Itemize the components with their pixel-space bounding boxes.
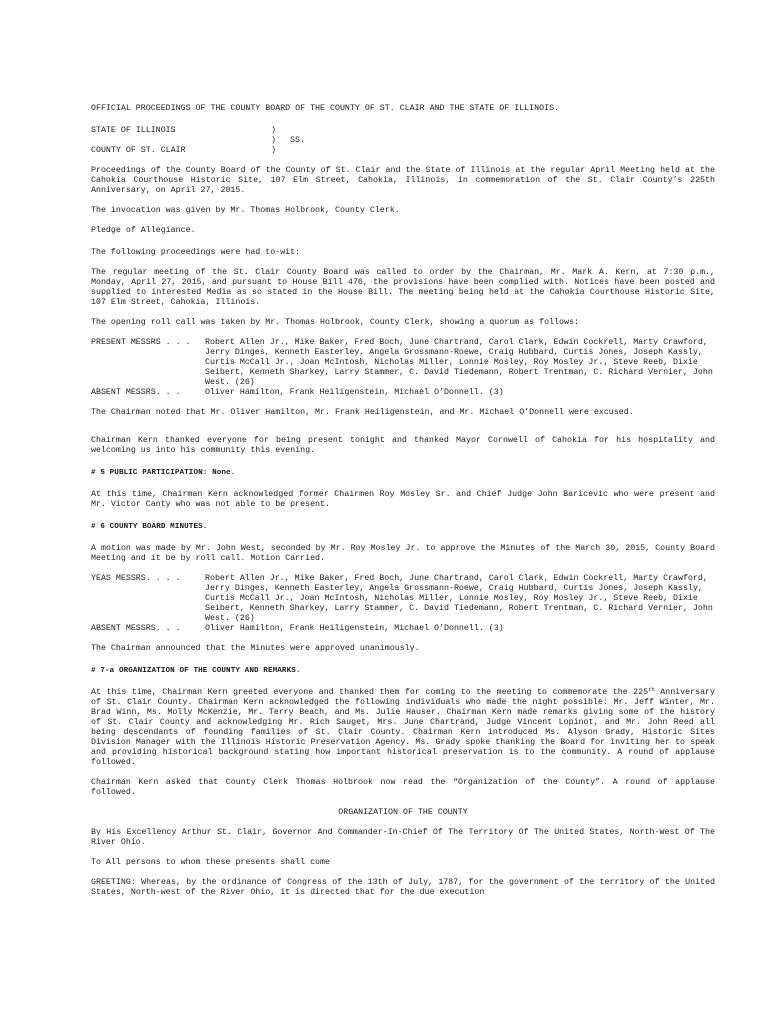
intro-paragraph: Proceedings of the County Board of the County of St. Clair and the State of Illinois at the regular April Meeting held at the Cahokia Courthouse Historic Site, 107 Elm Street, Cahokia, Illinois, in commemoration of the St. Clair County’s 225th Anniversary, on April 27, 2015.: [91, 166, 715, 195]
present-label: PRESENT MESSRS . . .: [91, 338, 191, 347]
call-to-order-paragraph: The regular meeting of the St. Clair County Board was called to order by the Chairman, Mr. Mark A. Kern, at 7:30 p.m., Monday, April 27, 2015, and pursuant to House Bill 476, the provisions have been complied with. Notices have been posted and supplied to interested Media as so stated in the House Bill. The meeting being held at the Cahokia Courthouse Historic Site, 107 Elm Street, Cahokia, Illinois.: [91, 268, 715, 307]
pledge-text: Pledge of Allegiance.: [91, 226, 196, 235]
venue-paren-1: ): [271, 126, 276, 135]
minutes-motion: A motion was made by Mr. John West, seconded by Mr. Roy Mosley Jr. to approve the Minutes of the March 30, 2015, County Board Meeting and it be by roll call. Motion Carried.: [91, 544, 715, 563]
yeas-names: Robert Allen Jr., Mike Baker, Fred Boch, June Chartrand, Carol Clark, Edwin Cockrell, Marty Crawford, Jerry Dinges, Kenneth Easterley, Angela Grossmann-Roewe, Craig Hubbard, Curtis Jones, Joseph Kassly, Curtis McCall Jr., Joan McIntosh, Nicholas Miller, Lonnie Mosley, Roy Mosley Jr., Steve Reeb, Dixie Seibert, Kenneth Sharkey, Larry Stammer, C. David Tiedemann, Robert Trentman, C. Richard Vernier, John West. (26): [205, 574, 713, 623]
minutes-absent-names: Oliver Hamilton, Frank Heiligenstein, Michael O’Donnell. (3): [205, 624, 504, 633]
roll-call-intro: The opening roll call was taken by Mr. Thomas Holbrook, County Clerk, showing a quorum as follows:: [91, 318, 579, 327]
present-roll: [91, 338, 715, 388]
excused-paragraph: The Chairman noted that Mr. Oliver Hamilton, Mr. Frank Heiligenstein, and Mr. Michael O’Donnell were excused.: [91, 408, 634, 417]
minutes-absent-roll: [91, 624, 715, 634]
venue-paren-2: ): [271, 136, 276, 145]
proceedings-intro: The following proceedings were had to-wit:: [91, 248, 301, 257]
section-5-text: At this time, Chairman Kern acknowledged former Chairmen Roy Mosley Sr. and Chief Judge John Baricevic who were present and Mr. Victor Canty who was not able to be present.: [91, 490, 715, 509]
present-names: Robert Allen Jr., Mike Baker, Fred Boch, June Chartrand, Carol Clark, Edwin Cockrell, Marty Crawford, Jerry Dinges, Kenneth Easterley, Angela Grossmann-Roewe, Craig Hubbard, Curtis Jones, Joseph Kassly, Curtis McCall Jr., Joan McIntosh, Nicholas Miller, Lonnie Mosley, Roy Mosley Jr., Steve Reeb, Dixie Seibert, Kenneth Sharkey, Larry Stammer, C. David Tiedemann, Robert Trentman, C. Richard Vernier, John West. (26): [205, 338, 713, 387]
greeting-paragraph: GREETING: Whereas, by the ordinance of Congress of the 13th of July, 1787, for the government of the territory of the United States, North-west of the River Ohio, it is directed that for the due execution: [91, 878, 715, 897]
ordinal-suffix: th: [648, 686, 655, 693]
section-6-heading: # 6 COUNTY BOARD MINUTES.: [91, 523, 208, 531]
thanks-paragraph: Chairman Kern thanked everyone for being present tonight and thanked Mayor Cornwell of Cahokia for his hospitality and welcoming us into his community this evening.: [91, 436, 715, 455]
document-page: [91, 104, 715, 898]
section-7a-text: At this time, Chairman Kern greeted everyone and thanked them for coming to the meeting to commemorate the 225th Anniversary of St. Clair County. Chairman Kern acknowledged the following individuals who made the night possible: Mr. Jeff Winter, Mr. Brad Winn, Ms. Molly McKenzie, Mr. Terry Beach, and Ms. Julie Hauser. Chairman Kern made remarks giving some of the history of St. Clair County and acknowledging Mr. Rich Sauget, Mrs. June Chartrand, Judge Vincent Lopinot, and Mr. John Reed all being descendants of founding families of St. Clair County. Chairman Kern introduced Ms. Alyson Grady, Historic Sites Division Manager with the Illinois Historic Preservation Agency. Ms. Grady spoke thanking the Board for inviting her to speak and providing historical background stating how important historical preservation is to the community. A round of applause followed.: [91, 686, 716, 767]
section-7a-heading: # 7-a ORGANIZATION OF THE COUNTY AND REMARKS.: [91, 667, 301, 675]
yeas-label: YEAS MESSRS. . . .: [91, 574, 181, 583]
document-title: OFFICIAL PROCEEDINGS OF THE COUNTY BOARD OF THE COUNTY OF ST. CLAIR AND THE STATE OF ILLINOIS.: [91, 104, 560, 113]
absent-roll: [91, 388, 715, 398]
venue-ss: SS.: [289, 136, 305, 145]
to-all-line: To All persons to whom these presents shall come: [91, 858, 330, 867]
venue-block: [91, 126, 715, 156]
absent-label: ABSENT MESSRS. . .: [91, 388, 181, 397]
section-5-heading: # 5 PUBLIC PARTICIPATION: None.: [91, 469, 236, 477]
venue-county: COUNTY OF ST. CLAIR: [91, 146, 186, 155]
organization-title: ORGANIZATION OF THE COUNTY: [338, 808, 468, 817]
read-request-paragraph: Chairman Kern asked that County Clerk Thomas Holbrook now read the “Organization of the County”. A round of applause followed.: [91, 778, 715, 797]
proclamation-paragraph: By His Excellency Arthur St. Clair, Governor And Commander-In-Chief Of The Territory Of The United States, North-West Of The River Ohio.: [91, 828, 715, 847]
venue-paren-3: ): [271, 146, 276, 155]
absent-names: Oliver Hamilton, Frank Heiligenstein, Michael O’Donnell. (3): [205, 388, 504, 397]
invocation-text: The invocation was given by Mr. Thomas Holbrook, County Clerk.: [91, 206, 400, 215]
minutes-approved: The Chairman announced that the Minutes were approved unanimously.: [91, 644, 420, 653]
venue-state: STATE OF ILLINOIS: [91, 126, 176, 135]
yeas-roll: [91, 574, 715, 624]
minutes-absent-label: ABSENT MESSRS. . .: [91, 624, 181, 633]
